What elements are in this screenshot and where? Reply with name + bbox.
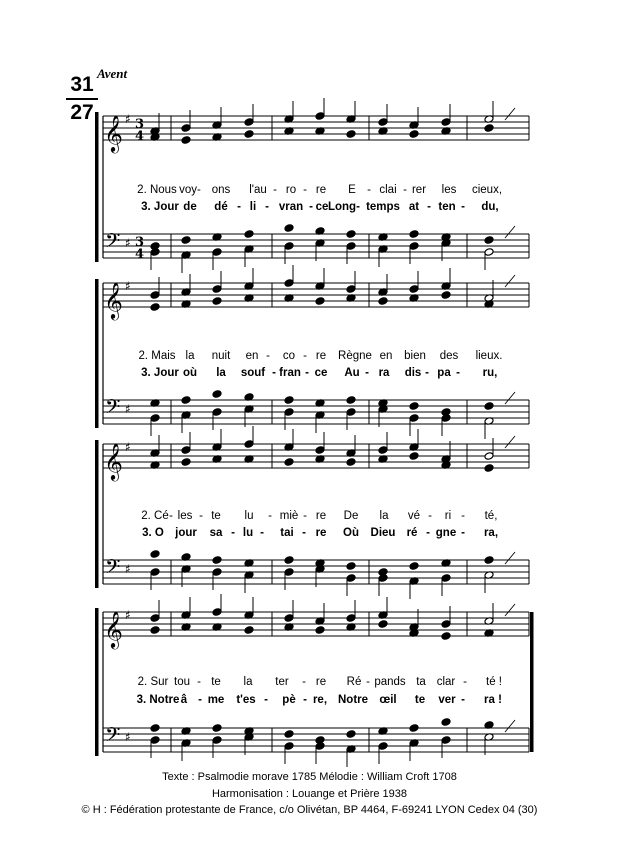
note-head [181,458,191,467]
breath-mark [505,275,515,287]
note-head [346,614,356,623]
note-head [150,614,160,623]
final-barline [530,612,534,752]
note-head [212,724,222,733]
breath-mark [505,604,515,616]
lyric: ra [378,367,390,379]
lyric: rer [411,184,427,196]
lyric: - [231,527,235,539]
bass-clef-icon: 𝄢 [105,723,121,751]
lyric: ri [444,510,452,522]
lyric: des [439,350,459,362]
note-head [181,124,191,133]
lyric: - [303,350,307,362]
note-head [244,626,254,635]
note-head [212,248,222,257]
note-head [150,724,160,733]
note-head [441,632,451,641]
lyric: où [182,367,198,379]
lyric: ce [314,367,328,379]
note-head [150,248,160,257]
key-sharp-icon: ♯ [125,608,131,622]
lyric: - [456,367,460,379]
note-head [284,556,294,565]
note-head [181,236,191,245]
note-head [284,730,294,739]
lyric: co [282,350,296,362]
lyric: nuit [211,350,231,362]
breath-mark [505,552,515,564]
note-head [441,574,451,583]
note-head [409,414,419,423]
lyric: te [211,676,221,688]
note-head [346,562,356,571]
lyric: la [185,350,195,362]
note-head [244,130,254,139]
note-head [346,130,356,139]
lyric: Où [343,527,359,539]
lyric: - [366,676,370,688]
lyric: 2. Mais [138,350,176,362]
lyric: miè [279,510,299,522]
lyric: en [245,350,259,362]
note-head [181,446,191,455]
lyric: - [461,527,465,539]
lyric: pands [374,676,406,688]
lyric: - [427,201,431,213]
note-head [315,297,325,306]
key-sharp-icon: ♯ [125,730,131,744]
note-head [212,285,222,294]
note-head [484,124,494,133]
lyric: l'au [249,184,267,196]
note-head [212,736,222,745]
lyric: - [463,676,467,688]
credits-text-melody: Texte : Psalmodie morave 1785 Mélodie : William Croft 1708 [162,771,457,783]
note-head [409,285,419,294]
lyric: - [268,510,272,522]
lyric: ru, [482,367,498,379]
lyric: les [177,510,193,522]
lyric: la [379,510,389,522]
breath-mark [505,720,515,732]
lyric: me [207,694,225,706]
treble-clef-icon: 𝄞 [104,442,123,480]
note-head [284,568,294,577]
lyric: ré [406,527,418,539]
note-head [346,242,356,251]
note-head [150,414,160,423]
lyric: E [348,184,356,196]
lyric: fran [279,367,301,379]
lyric: vran [278,201,304,213]
lyric: - [461,510,465,522]
note-head [409,130,419,139]
lyric: te [414,694,426,706]
treble-clef-icon: 𝄞 [104,114,123,152]
note-head [284,742,294,751]
note-head [378,574,388,583]
note-head [315,742,325,751]
note-head [409,242,419,251]
lyric: lu [242,527,254,539]
note-head [346,730,356,739]
lyric: - [428,510,432,522]
lyric: voy- [179,184,201,196]
note-head [212,408,222,417]
note-head [346,458,356,467]
lyric: té ! [486,676,502,688]
note-head [212,297,222,306]
lyric: te [211,510,221,522]
lyric: re [315,527,327,539]
lyric: ro [285,184,297,196]
lyric: - [461,694,465,706]
note-head [378,620,388,629]
lyric: Ré [346,676,362,688]
bass-clef-icon: 𝄢 [105,229,121,257]
lyric: - [461,201,465,213]
lyric: Long [327,201,357,213]
lyric: re [315,184,327,196]
lyric: 3. Jour [141,201,179,213]
note-head [441,291,451,300]
lyric: ra, [483,527,499,539]
lyric: - [356,201,360,213]
lyric: - [237,201,241,213]
note-head [409,452,419,461]
lyric: at [408,201,420,213]
lyric: re, [312,694,328,706]
time-signature-bottom: 4 [135,129,145,144]
note-head [212,608,222,617]
time-signature-bottom: 4 [135,247,145,262]
lyric: souf [240,367,266,379]
system-bracket [95,112,99,262]
lyric: jour [175,527,197,539]
note-head [315,112,325,121]
note-head [315,626,325,635]
lyric: clar [436,676,456,688]
lyric: - [309,201,313,213]
lyric: - [264,694,268,706]
lyric: cieux, [471,184,503,196]
breath-mark [505,436,515,448]
note-head [150,550,160,559]
note-head [484,236,494,245]
lyric: Règne [338,350,372,362]
lyric: les [441,184,457,196]
lyric: - [365,367,369,379]
note-head [284,279,294,288]
breath-mark [505,108,515,120]
note-head [150,568,160,577]
lyric: - [265,201,269,213]
hymn-number-top: 31 [70,73,94,96]
lyric: ter [275,676,289,688]
lyric: vé [407,510,421,522]
lyric: - [425,367,429,379]
key-sharp-icon: ♯ [125,236,131,250]
lyric: té, [484,510,498,522]
key-sharp-icon: ♯ [125,279,131,293]
lyric: - [303,184,307,196]
note-head [378,297,388,306]
lyric: Notre [337,694,369,706]
note-head [284,408,294,417]
note-head [244,440,254,449]
treble-clef-icon: 𝄞 [104,610,123,648]
bass-clef-icon: 𝄢 [105,395,121,423]
note-head [284,614,294,623]
lyric: - [302,676,306,688]
lyric: - [260,527,264,539]
note-head [378,446,388,455]
lyric: 3. O [142,527,164,539]
note-head [150,303,160,312]
lyric: de [183,201,197,213]
lyric: ten [438,201,456,213]
breath-mark [505,226,515,238]
treble-clef-icon: 𝄞 [104,281,123,319]
lyric: lu [244,510,254,522]
note-head [346,396,356,405]
note-head [346,408,356,417]
credits-copyright: © H : Fédération protestante de France, c/o Olivétan, BP 4464, F-69241 LYON Cedex 04 (30) [81,804,538,816]
lyric: lieux. [475,350,503,362]
lyric: Au [344,367,360,379]
lyric: ta [416,676,426,688]
key-sharp-icon: ♯ [125,562,131,576]
key-sharp-icon: ♯ [125,440,131,454]
lyric: re [315,510,327,522]
note-head [441,736,451,745]
lyric: De [343,510,359,522]
lyric: - [199,510,203,522]
note-head [409,724,419,733]
lyric: - [197,676,201,688]
lyric: pè [282,694,296,706]
note-head [150,291,160,300]
lyric: tou [174,676,190,688]
lyric: re [315,676,327,688]
note-head [315,446,325,455]
lyric: - [403,184,407,196]
system-bracket [95,608,99,756]
lyric: - [426,527,430,539]
key-sharp-icon: ♯ [125,402,131,416]
lyric: ons [211,184,231,196]
note-head [150,626,160,635]
note-head [212,390,222,399]
note-head [346,230,356,239]
lyric: dé [214,201,228,213]
lyric: clai [379,184,397,196]
note-head [346,574,356,583]
note-head [284,242,294,251]
note-head [441,620,451,629]
lyric: en [379,350,393,362]
lyric: - [367,184,371,196]
lyric: t'es [236,694,256,706]
lyric: 3. Jour [141,367,179,379]
note-head [409,230,419,239]
credits-harmonisation: Harmonisation : Louange et Prière 1938 [211,788,408,800]
lyric: li [249,201,257,213]
note-head [378,742,388,751]
note-head [346,285,356,294]
hymn-number-bottom: 27 [70,101,94,124]
note-head [244,118,254,127]
lyric: - [305,367,309,379]
lyric: ce [315,201,329,213]
note-head [409,402,419,411]
lyric: - [198,694,202,706]
lyric: - [266,350,270,362]
note-head [284,396,294,405]
note-head [484,402,494,411]
bass-clef-icon: 𝄢 [105,555,121,583]
lyric: pa [437,367,451,379]
note-head [441,718,451,727]
lyric: gne [435,527,457,539]
lyric: sa [209,527,223,539]
lyric: - [303,694,307,706]
note-head [441,118,451,127]
note-head [212,568,222,577]
note-head [484,452,494,461]
breath-mark [505,392,515,404]
lyric: bien [404,350,426,362]
lyric: 2. Cé [141,510,169,522]
lyric: - [303,510,307,522]
system-bracket [95,279,99,428]
note-head [484,464,494,473]
note-head [212,556,222,565]
lyric: œil [379,694,397,706]
lyric: re [315,350,327,362]
lyric: 3. Notre [136,694,180,706]
lyric: Dieu [370,527,396,539]
note-head [409,562,419,571]
lyric: temps [366,201,400,213]
lyric: la [216,367,226,379]
note-head [284,458,294,467]
lyric: - [272,367,276,379]
note-head [244,230,254,239]
note-head [378,118,388,127]
note-head [484,556,494,565]
season-label: Avent [97,66,128,81]
note-head [181,136,191,145]
lyric: 2. Sur [137,676,169,688]
lyric: - [273,184,277,196]
lyric: - [302,527,306,539]
lyric: du, [481,201,499,213]
note-head [181,396,191,405]
time-signature-top: 3 [135,117,145,132]
lyric: la [243,676,253,688]
lyric: - [169,510,173,522]
note-head [441,414,451,423]
lyric: dis [404,367,422,379]
lyric: 2. Nous [137,184,177,196]
note-head [484,248,494,257]
lyric: â [180,694,188,706]
lyric: ra ! [484,694,502,706]
lyric: tai [280,527,294,539]
time-signature-top: 3 [135,235,145,250]
lyric: ver [438,694,456,706]
note-head [150,736,160,745]
key-sharp-icon: ♯ [125,112,131,126]
system-bracket [95,440,99,588]
note-head [284,224,294,233]
